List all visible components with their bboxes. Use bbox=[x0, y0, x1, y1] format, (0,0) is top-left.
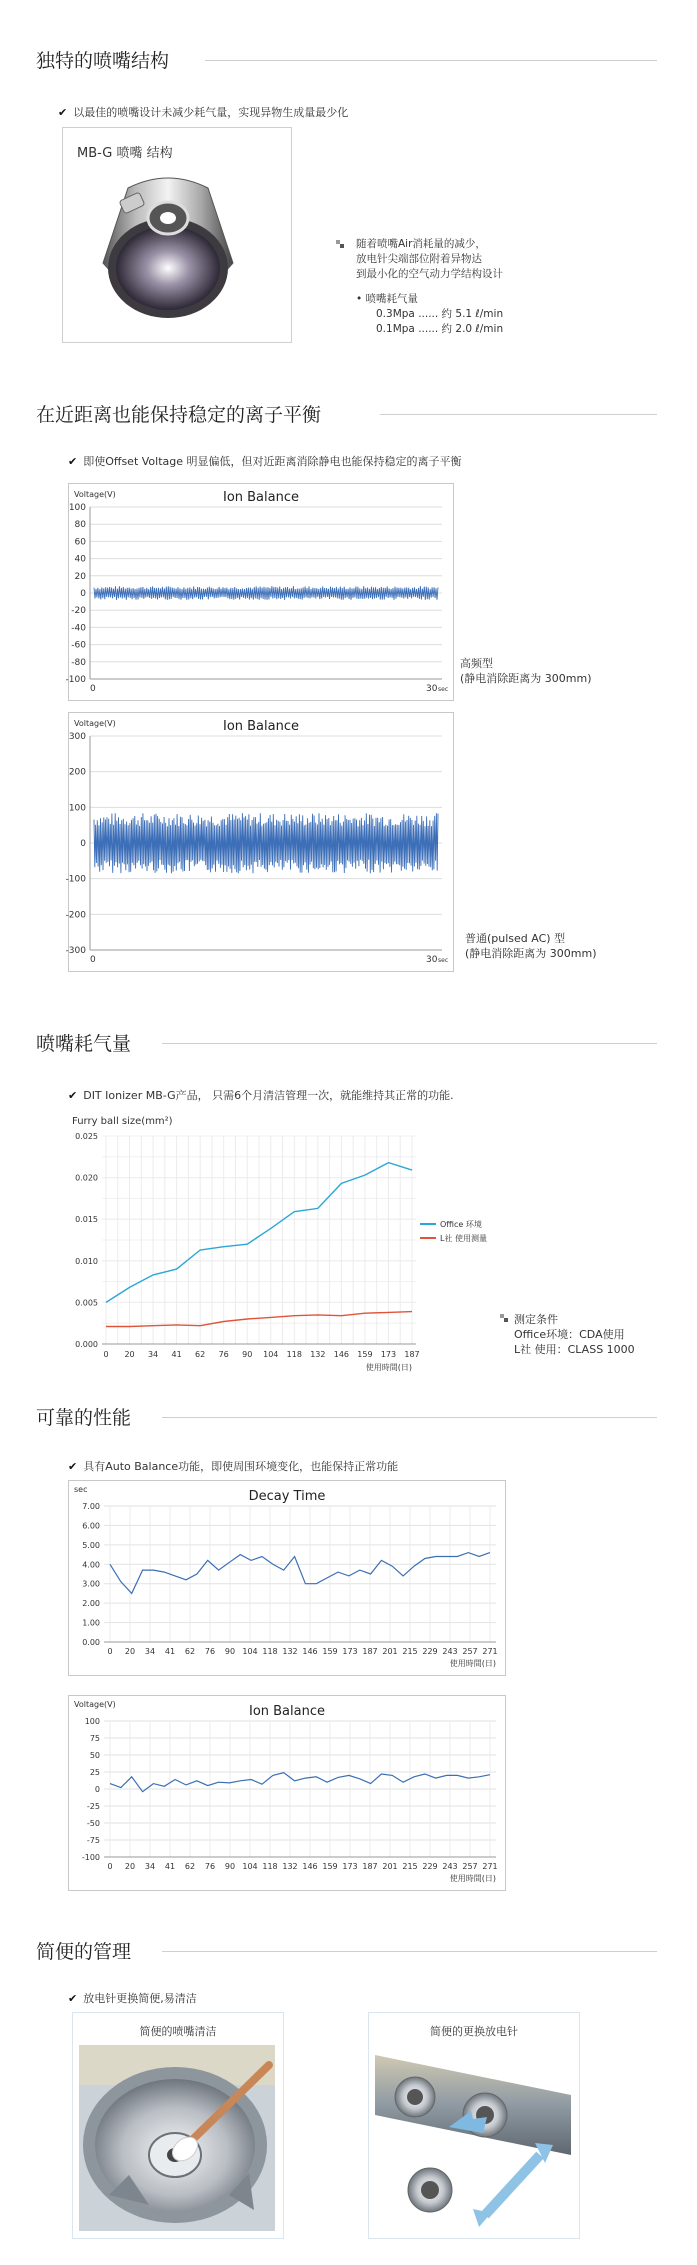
chart-title: Ion Balance bbox=[248, 1704, 326, 1719]
panel-title: 简便的更换放电针 bbox=[430, 2025, 518, 2038]
y-tick-label: 7.00 bbox=[82, 1502, 100, 1511]
x-tick-label: 243 bbox=[442, 1647, 458, 1656]
y-tick-label: 0.005 bbox=[75, 1298, 98, 1308]
y-tick-label: 0 bbox=[80, 839, 86, 849]
x-tick-label: 34 bbox=[144, 1862, 156, 1871]
y-axis-label: Voltage(V) bbox=[74, 490, 116, 499]
x-unit-label: sec bbox=[438, 686, 449, 693]
x-tick-label: 34 bbox=[147, 1350, 159, 1359]
feature-bullet: ✔ DIT Ionizer MB-G产品， 只需6个月清洁管理一次，就能维持其正常的功能. bbox=[68, 1089, 454, 1102]
y-tick-label: 100 bbox=[68, 803, 86, 814]
x-tick-label: 146 bbox=[302, 1647, 318, 1656]
x-tick-label: 0 bbox=[107, 1862, 113, 1871]
x-tick-label: 34 bbox=[144, 1647, 156, 1656]
y-tick-label: 0.025 bbox=[75, 1132, 98, 1141]
y-tick-label: -75 bbox=[86, 1836, 100, 1845]
y-tick-label: 25 bbox=[89, 1768, 100, 1777]
x-tick-label: 0 bbox=[103, 1350, 109, 1359]
feature-bullet: ✔ 以最佳的喷嘴设计未减少耗气量，实现异物生成量最少化 bbox=[58, 106, 349, 119]
ion-balance-days-chart bbox=[68, 1695, 506, 1891]
x-tick-label: 118 bbox=[286, 1350, 302, 1359]
x-tick-label: 90 bbox=[242, 1350, 253, 1359]
x-tick-label: 201 bbox=[382, 1647, 398, 1656]
x-tick-label: 104 bbox=[242, 1862, 258, 1871]
check-icon: ✔ bbox=[58, 106, 68, 119]
section-divider bbox=[162, 1417, 657, 1418]
y-tick-label: 20 bbox=[74, 571, 86, 582]
y-tick-label: 200 bbox=[68, 767, 86, 778]
nozzle-cleaning-panel bbox=[72, 2012, 284, 2239]
x-tick-label: 20 bbox=[124, 1862, 136, 1871]
section-divider bbox=[162, 1043, 657, 1044]
y-tick-label: -60 bbox=[71, 640, 86, 651]
x-tick-label: 132 bbox=[282, 1862, 298, 1871]
section-divider bbox=[205, 60, 657, 61]
y-tick-label: -100 bbox=[65, 675, 86, 685]
y-tick-label: 40 bbox=[74, 554, 86, 565]
x-tick-label: 132 bbox=[310, 1350, 326, 1359]
measurement-conditions: 测定条件 Office环境：CDA使用 L社 使用：CLASS 1000 bbox=[514, 1313, 635, 1356]
x-axis-label: 使用時間(日) bbox=[365, 1363, 412, 1372]
x-tick-label: 90 bbox=[224, 1862, 236, 1871]
x-tick-label: 187 bbox=[362, 1647, 378, 1656]
feature-bullet: ✔ 放电针更换简便,易清洁 bbox=[68, 1992, 197, 2005]
y-tick-label: 5.00 bbox=[82, 1540, 100, 1550]
x-tick-label: 257 bbox=[462, 1862, 478, 1871]
x-tick-label: 159 bbox=[357, 1350, 373, 1359]
x-tick-label: 146 bbox=[302, 1862, 318, 1871]
x-tick-label: 20 bbox=[124, 1350, 135, 1359]
y-tick-label: -20 bbox=[71, 606, 86, 617]
section-title-air-consumption: 喷嘴耗气量 bbox=[36, 1033, 132, 1055]
check-icon: ✔ bbox=[68, 1992, 78, 2005]
x-axis-label: 使用時間(日) bbox=[449, 1874, 496, 1883]
x-tick-label: 30 bbox=[426, 684, 438, 694]
y-tick-label: -25 bbox=[86, 1802, 100, 1811]
y-tick-label: -100 bbox=[81, 1853, 100, 1862]
section-title-easy-maintenance: 简便的管理 bbox=[36, 1941, 132, 1963]
x-tick-label: 0 bbox=[107, 1647, 113, 1656]
y-tick-label: 0.000 bbox=[75, 1340, 98, 1349]
x-tick-label: 118 bbox=[262, 1862, 278, 1871]
legend-label: Office 环境 bbox=[440, 1220, 482, 1229]
x-tick-label: 0 bbox=[90, 955, 96, 965]
x-tick-label: 215 bbox=[402, 1647, 418, 1656]
y-tick-label: -80 bbox=[71, 657, 86, 668]
panel-title: 简便的喷嘴清洁 bbox=[139, 2025, 217, 2038]
x-axis-label: 使用時間(日) bbox=[449, 1659, 496, 1668]
x-tick-label: 118 bbox=[262, 1647, 278, 1656]
x-tick-label: 41 bbox=[164, 1862, 176, 1871]
x-tick-label: 271 bbox=[482, 1647, 498, 1656]
x-tick-label: 0 bbox=[90, 684, 96, 694]
nozzle-description: 随着喷嘴Air消耗量的减少， 放电针尖端部位附着异物达 到最小化的空气动力学结构设计 bbox=[356, 238, 503, 280]
y-tick-label: 60 bbox=[74, 537, 86, 548]
furry-ball-size-chart bbox=[68, 1112, 498, 1376]
x-tick-label: 62 bbox=[184, 1862, 196, 1871]
x-tick-label: 159 bbox=[322, 1862, 338, 1871]
photo-label: MB-G 喷嘴 结构 bbox=[77, 146, 173, 161]
x-tick-label: 41 bbox=[171, 1350, 182, 1359]
section-title-ion-balance: 在近距离也能保持稳定的离子平衡 bbox=[36, 404, 322, 426]
y-tick-label: 1.00 bbox=[82, 1618, 100, 1628]
x-tick-label: 62 bbox=[195, 1350, 206, 1359]
y-tick-label: 50 bbox=[89, 1751, 100, 1760]
x-tick-label: 173 bbox=[380, 1350, 397, 1359]
y-axis-label: Voltage(V) bbox=[74, 719, 116, 728]
y-tick-label: 0.020 bbox=[75, 1173, 98, 1183]
y-tick-label: 2.00 bbox=[82, 1599, 100, 1609]
ion-balance-chart-pulsed-ac bbox=[65, 712, 454, 972]
x-tick-label: 187 bbox=[362, 1862, 378, 1871]
nozzle-illustration bbox=[93, 168, 243, 333]
x-tick-label: 20 bbox=[124, 1647, 136, 1656]
section-divider bbox=[380, 414, 657, 415]
x-tick-label: 173 bbox=[342, 1862, 358, 1871]
y-axis-label: Voltage(V) bbox=[74, 1700, 116, 1709]
y-tick-label: -300 bbox=[65, 946, 86, 956]
needle-replacement-panel bbox=[368, 2012, 580, 2239]
x-tick-label: 132 bbox=[282, 1647, 298, 1656]
y-tick-label: -200 bbox=[65, 910, 86, 921]
x-tick-label: 215 bbox=[402, 1862, 418, 1871]
x-tick-label: 229 bbox=[422, 1647, 438, 1656]
x-tick-label: 146 bbox=[333, 1350, 350, 1359]
nozzle-cleaning-illustration bbox=[79, 2045, 275, 2231]
decay-time-chart bbox=[68, 1480, 506, 1676]
check-icon: ✔ bbox=[68, 1089, 78, 1102]
y-tick-label: 300 bbox=[68, 732, 86, 742]
chart-title: Ion Balance bbox=[222, 490, 300, 505]
y-tick-label: 4.00 bbox=[82, 1560, 100, 1570]
x-tick-label: 271 bbox=[482, 1862, 498, 1871]
info-icon bbox=[336, 240, 344, 248]
x-unit-label: sec bbox=[438, 957, 449, 964]
x-tick-label: 41 bbox=[164, 1647, 176, 1656]
y-tick-label: 0 bbox=[94, 1785, 100, 1794]
x-tick-label: 159 bbox=[322, 1647, 338, 1656]
air-consumption: • 喷嘴耗气量 0.3Mpa ...... 约 5.1 ℓ/min 0.1Mpa ...... 约 2.0 ℓ/min bbox=[356, 293, 504, 335]
section-divider bbox=[162, 1951, 657, 1952]
x-tick-label: 76 bbox=[204, 1862, 216, 1871]
y-tick-label: 0.00 bbox=[82, 1638, 100, 1647]
x-tick-label: 30 bbox=[426, 955, 438, 965]
x-tick-label: 257 bbox=[462, 1647, 478, 1656]
y-tick-label: 6.00 bbox=[82, 1521, 100, 1531]
x-tick-label: 76 bbox=[204, 1647, 216, 1656]
y-tick-label: -100 bbox=[65, 874, 86, 885]
y-tick-label: 0 bbox=[80, 589, 86, 599]
chart2-caption: 普通(pulsed AC) 型 (静电消除距离为 300mm) bbox=[465, 932, 597, 960]
y-tick-label: 3.00 bbox=[82, 1579, 100, 1589]
info-icon bbox=[500, 1314, 508, 1322]
section-title-nozzle-structure: 独特的喷嘴结构 bbox=[36, 50, 170, 72]
x-tick-label: 187 bbox=[404, 1350, 420, 1359]
x-tick-label: 76 bbox=[218, 1350, 229, 1359]
y-tick-label: 100 bbox=[68, 503, 86, 513]
y-tick-label: 80 bbox=[74, 520, 86, 531]
y-axis-label: sec bbox=[74, 1485, 88, 1494]
needle-replacement-illustration bbox=[375, 2045, 571, 2231]
chart-title: Ion Balance bbox=[222, 719, 300, 734]
x-tick-label: 173 bbox=[342, 1647, 358, 1656]
feature-bullet: ✔ 具有Auto Balance功能，即使周围环境变化，也能保持正常功能 bbox=[68, 1460, 399, 1473]
y-tick-label: 0.015 bbox=[75, 1215, 98, 1225]
y-tick-label: 0.010 bbox=[75, 1256, 98, 1266]
x-tick-label: 62 bbox=[184, 1647, 196, 1656]
y-tick-label: -50 bbox=[86, 1819, 100, 1828]
legend-label: L社 使用测量 bbox=[440, 1234, 487, 1243]
chart-title: Furry ball size(mm²) bbox=[72, 1116, 173, 1127]
ion-balance-chart-high-frequency bbox=[65, 483, 454, 701]
x-tick-label: 201 bbox=[382, 1862, 398, 1871]
x-tick-label: 90 bbox=[224, 1647, 236, 1656]
check-icon: ✔ bbox=[68, 455, 78, 468]
check-icon: ✔ bbox=[68, 1460, 78, 1473]
y-tick-label: -40 bbox=[71, 623, 86, 634]
chart1-caption: 高频型 (静电消除距离为 300mm) bbox=[460, 657, 592, 685]
x-tick-label: 104 bbox=[263, 1350, 279, 1359]
x-tick-label: 243 bbox=[442, 1862, 458, 1871]
nozzle-photo-frame bbox=[62, 127, 292, 343]
y-tick-label: 75 bbox=[89, 1734, 100, 1743]
chart-title: Decay Time bbox=[248, 1489, 326, 1504]
x-tick-label: 104 bbox=[242, 1647, 258, 1656]
section-title-reliable-performance: 可靠的性能 bbox=[36, 1407, 132, 1429]
feature-bullet: ✔ 即使Offset Voltage 明显偏低，但对近距离消除静电也能保持稳定的离子平衡 bbox=[68, 455, 462, 468]
y-tick-label: 100 bbox=[84, 1717, 100, 1726]
x-tick-label: 229 bbox=[422, 1862, 438, 1871]
